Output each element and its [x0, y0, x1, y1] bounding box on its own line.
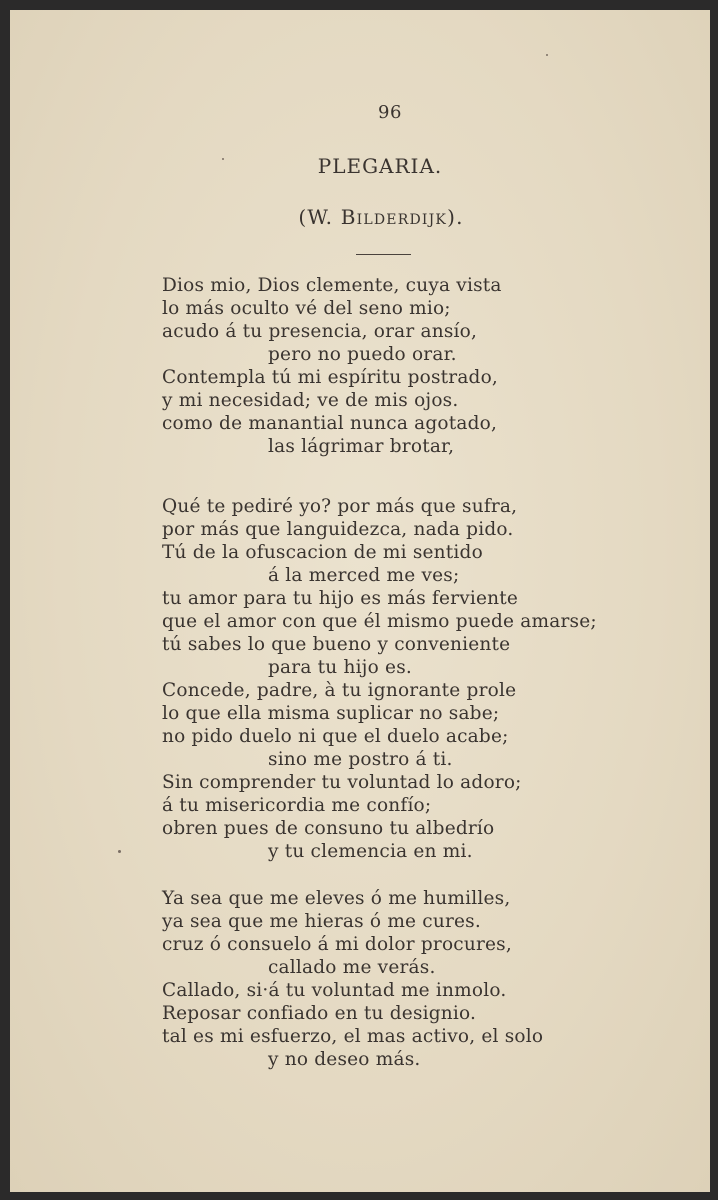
poem-title: PLEGARIA. — [317, 154, 443, 178]
poem-line: Reposar confiado en tu designio. — [162, 1003, 477, 1024]
poem-line: lo que ella misma suplicar no sabe; — [162, 703, 500, 724]
poem-line: Callado, si·á tu voluntad me inmolo. — [162, 980, 507, 1001]
poem-line: Tú de la ofuscacion de mi sentido — [162, 542, 483, 563]
paper-speck — [222, 158, 224, 160]
poem-line: acudo á tu presencia, orar ansío, — [162, 321, 478, 342]
poem-line: tú sabes lo que bueno y conveniente — [162, 634, 511, 655]
page-number: 96 — [378, 102, 402, 123]
poem-line: lo más oculto vé del seno mio; — [162, 298, 451, 319]
paper-speck — [118, 850, 121, 853]
poem-line: las lágrimar brotar, — [268, 436, 455, 457]
poem-line: tu amor para tu hijo es más ferviente — [162, 588, 519, 609]
poem-line: Contempla tú mi espíritu postrado, — [162, 367, 499, 388]
poem-line: Concede, padre, à tu ignorante prole — [162, 680, 517, 701]
poem-line: sino me postro á ti. — [268, 749, 453, 770]
poem-line: tal es mi esfuerzo, el mas activo, el solo — [162, 1026, 544, 1047]
paper-speck — [546, 54, 548, 56]
poem-line: Sin comprender tu voluntad lo adoro; — [162, 772, 522, 793]
poem-line: y mi necesidad; ve de mis ojos. — [162, 390, 459, 411]
poem-line: obren pues de consuno tu albedrío — [162, 818, 495, 839]
poem-line: no pido duelo ni que el duelo acabe; — [162, 726, 509, 747]
poem-line: para tu hijo es. — [268, 657, 412, 678]
poem-line: por más que languidezca, nada pido. — [162, 519, 514, 540]
stanza-2 — [162, 495, 642, 863]
poem-line: que el amor con que él mismo puede amarse; — [162, 611, 597, 632]
poem-line: á tu misericordia me confío; — [162, 795, 432, 816]
book-page — [10, 10, 710, 1192]
poem-line: callado me verás. — [268, 957, 436, 978]
poem-line: y tu clemencia en mi. — [268, 841, 473, 862]
stanza-1 — [162, 274, 642, 458]
poem-line: cruz ó consuelo á mi dolor procures, — [162, 934, 512, 955]
poem-line: ya sea que me hieras ó me cures. — [162, 911, 481, 932]
poem-line: Qué te pediré yo? por más que sufra, — [162, 496, 518, 517]
poem-line: y no deseo más. — [268, 1049, 421, 1070]
poem-author: (W. Bilderdijk). — [298, 205, 464, 229]
poem-line: á la merced me ves; — [268, 565, 460, 586]
poem-line: pero no puedo orar. — [268, 344, 457, 365]
poem-line: Dios mio, Dios clemente, cuya vista — [162, 275, 502, 296]
poem-line: Ya sea que me eleves ó me humilles, — [162, 888, 511, 909]
poem-line: como de manantial nunca agotado, — [162, 413, 498, 434]
stanza-3 — [162, 887, 642, 1071]
title-rule — [356, 254, 411, 255]
